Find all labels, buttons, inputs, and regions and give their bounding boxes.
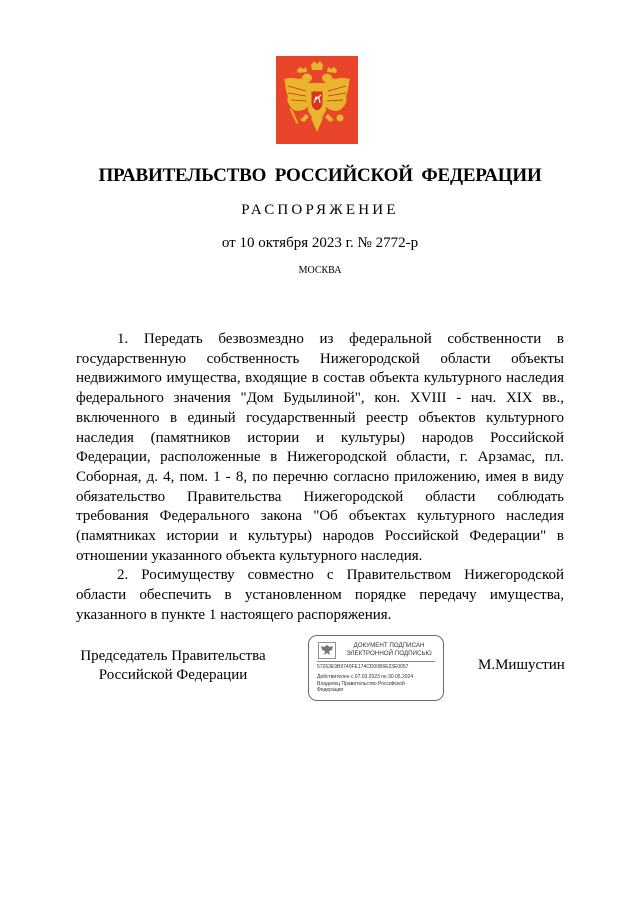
signer-name: М.Мишустин (478, 657, 565, 673)
eagle-seal-icon (318, 642, 336, 659)
signer-position-line-1: Председатель Правительства (80, 648, 266, 664)
certificate-owner-line-2: Федерации (317, 687, 344, 693)
certificate-owner-line-1: Владелец Правительство Российской (317, 681, 405, 687)
certificate-validity: Действителен с 07.03.2023 по 30.05.2024 (317, 674, 414, 680)
government-title: ПРАВИТЕЛЬСТВО РОССИЙСКОЙ ФЕДЕРАЦИИ (98, 165, 542, 186)
stamp-divider (317, 661, 435, 662)
stamp-header-line-1: ДОКУМЕНТ ПОДПИСАН (353, 642, 425, 649)
signature-stamp-header (339, 642, 439, 657)
certificate-number: 57263E9B9740FE174CD00B6E23E0057 (317, 664, 409, 670)
document-body (76, 330, 564, 626)
document-type: РАСПОРЯЖЕНИЕ (241, 202, 399, 218)
document-date-number: от 10 октября 2023 г. № 2772-р (221, 235, 419, 251)
document-city: МОСКВА (298, 265, 342, 276)
paragraph-2: 2. Росимуществу совместно с Правительством Нижегородской области обеспечить в установленном порядке передачу имущества, указанного в пункте 1 настоящего распоряжения. (76, 567, 564, 623)
signer-position (78, 647, 268, 685)
russian-coat-of-arms-icon (276, 56, 358, 144)
stamp-header-line-2: ЭЛЕКТРОННОЙ ПОДПИСЬЮ (346, 649, 432, 657)
paragraph-1: 1. Передать безвозмездно из федеральной собственности в государственную собственность Нижегородской области объекты недвижимого имущества, входящие в состав объекта культурного наследия федерального значения "Дом Будылиной", кон. XVIII - нач. XIX вв., включенного в единый государственный реестр объектов культурного наследия (памятников истории и культуры) народов Российской Федерации, расположенные в Нижегородской области, г. Арзамас, пл. Соборная, д. 4, пом. 1 - 8, по перечню согласно приложению, имея в виду обязательство Правительства Нижегородской области соблюдать требования Федерального закона "Об объектах культурного наследия (памятниках истории и культуры) народов Российской Федерации" в отношении указанного объекта культурного наследия. (76, 331, 564, 564)
coat-of-arms-emblem (276, 56, 358, 144)
electronic-signature-stamp (308, 635, 444, 701)
signer-position-line-2: Российской Федерации (98, 667, 248, 683)
